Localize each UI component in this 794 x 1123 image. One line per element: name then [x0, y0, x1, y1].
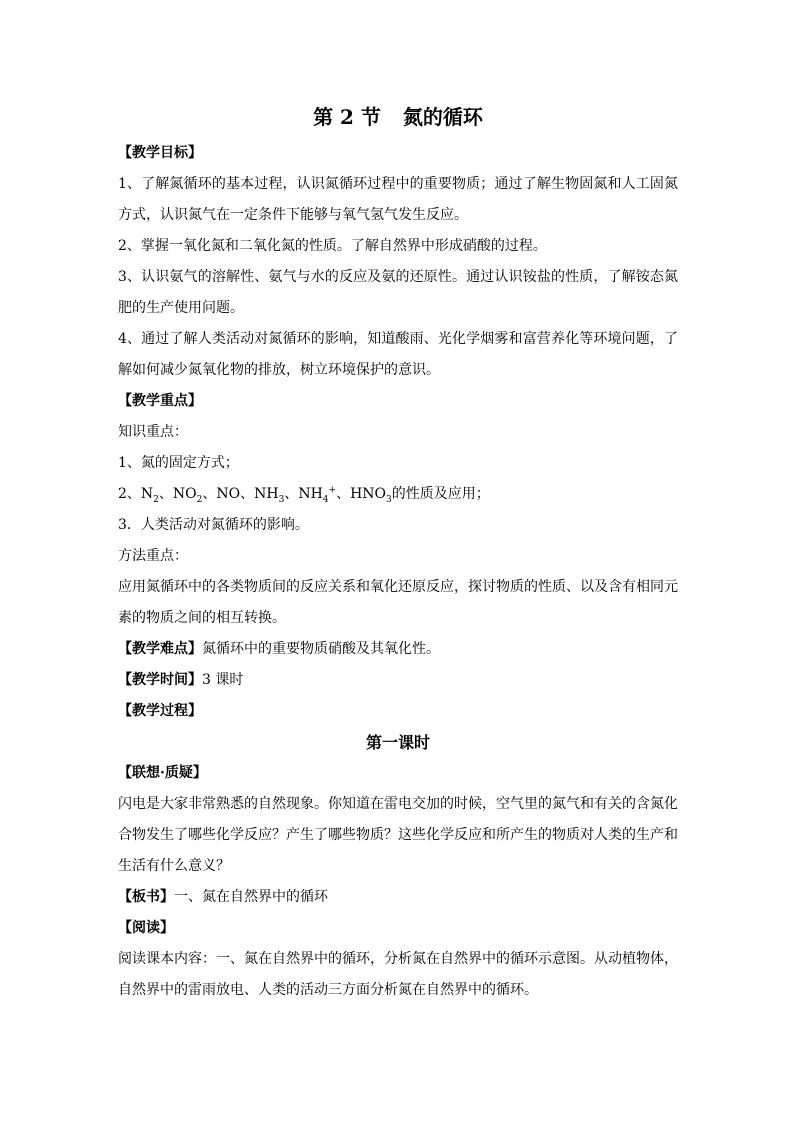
document-page: [118, 100, 678, 1006]
difficulty-row: [118, 634, 678, 665]
formula-no2: $NO_2$: [172, 486, 203, 505]
key-point-formulas: 2、$N_2$、$NO_2$、NO、$NH_3$、$NH_4^+$、$HNO_3$的性质及应用；: [118, 485, 490, 505]
formula-nh4: $NH_4^+$: [298, 485, 337, 505]
formula-no: NO: [216, 486, 241, 502]
board-text: 一、氮在自然界中的循环: [174, 889, 328, 905]
read-heading: 【阅读】: [118, 920, 174, 936]
time-row: [118, 665, 678, 696]
goal-item: 1、了解氮循环的基本过程，认识氮循环过程中的重要物质；通过了解生物固氮和人工固氮方式，认识氮气在一定条件下能够与氧气氢气发生反应。: [118, 176, 678, 223]
formula-hno3: $HNO_3$: [350, 486, 392, 505]
difficulty-text: 氮循环中的重要物质硝酸及其氧化性。: [202, 641, 440, 657]
page-title: [118, 100, 678, 134]
key-points-heading: 【教学重点】: [118, 393, 202, 409]
key-point-item: 3．人类活动对氮循环的影响。: [118, 517, 309, 533]
method-text: 应用氮循环中的各类物质间的反应关系和氧化还原反应，探讨物质的性质、以及含有相同元素的物质之间的相互转换。: [118, 579, 678, 626]
time-heading: 【教学时间】: [118, 672, 202, 688]
knowledge-label: 知识重点：: [118, 424, 188, 440]
board-row: [118, 882, 678, 913]
think-text: 闪电是大家非常熟悉的自然现象。你知道在雷电交加的时候，空气里的氮气和有关的含氮化合物发生了哪些化学反应？产生了哪些物质？这些化学反应和所产生的物质对人类的生产和生活有什么意义？: [118, 796, 678, 874]
goal-item: 2、掌握一氧化氮和二氧化氮的性质。了解自然界中形成硝酸的过程。: [118, 238, 547, 254]
goal-item: 3、认识氨气的溶解性、氨气与水的反应及氨的还原性。通过认识铵盐的性质，了解铵态氮肥的生产使用问题。: [118, 269, 678, 316]
read-text: 阅读课本内容：一、氮在自然界中的循环，分析氮在自然界中的循环示意图。从动植物体，自然界中的雷雨放电、人类的活动三方面分析氮在自然界中的循环。: [118, 951, 678, 998]
process-heading: 【教学过程】: [118, 703, 202, 719]
section-number: 第 2 节: [313, 105, 381, 129]
goals-heading: 【教学目标】: [118, 145, 202, 161]
method-label: 方法重点：: [118, 548, 188, 564]
key-point-item: 1、氮的固定方式；: [118, 455, 239, 471]
formula-n2: $N_2$: [140, 486, 159, 505]
think-heading: 【联想·质疑】: [118, 765, 207, 781]
section-name: 氮的循环: [402, 105, 483, 129]
difficulty-heading: 【教学难点】: [118, 641, 202, 657]
goal-item: 4、通过了解人类活动对氮循环的影响，知道酸雨、光化学烟雾和富营养化等环境问题，了解如何减少氮氧化物的排放，树立环境保护的意识。: [118, 331, 678, 378]
formula-nh3: $NH_3$: [254, 486, 285, 505]
lesson-title: 第一课时: [365, 733, 430, 752]
board-heading: 【板书】: [118, 889, 174, 905]
time-text: 3 课时: [202, 672, 244, 688]
